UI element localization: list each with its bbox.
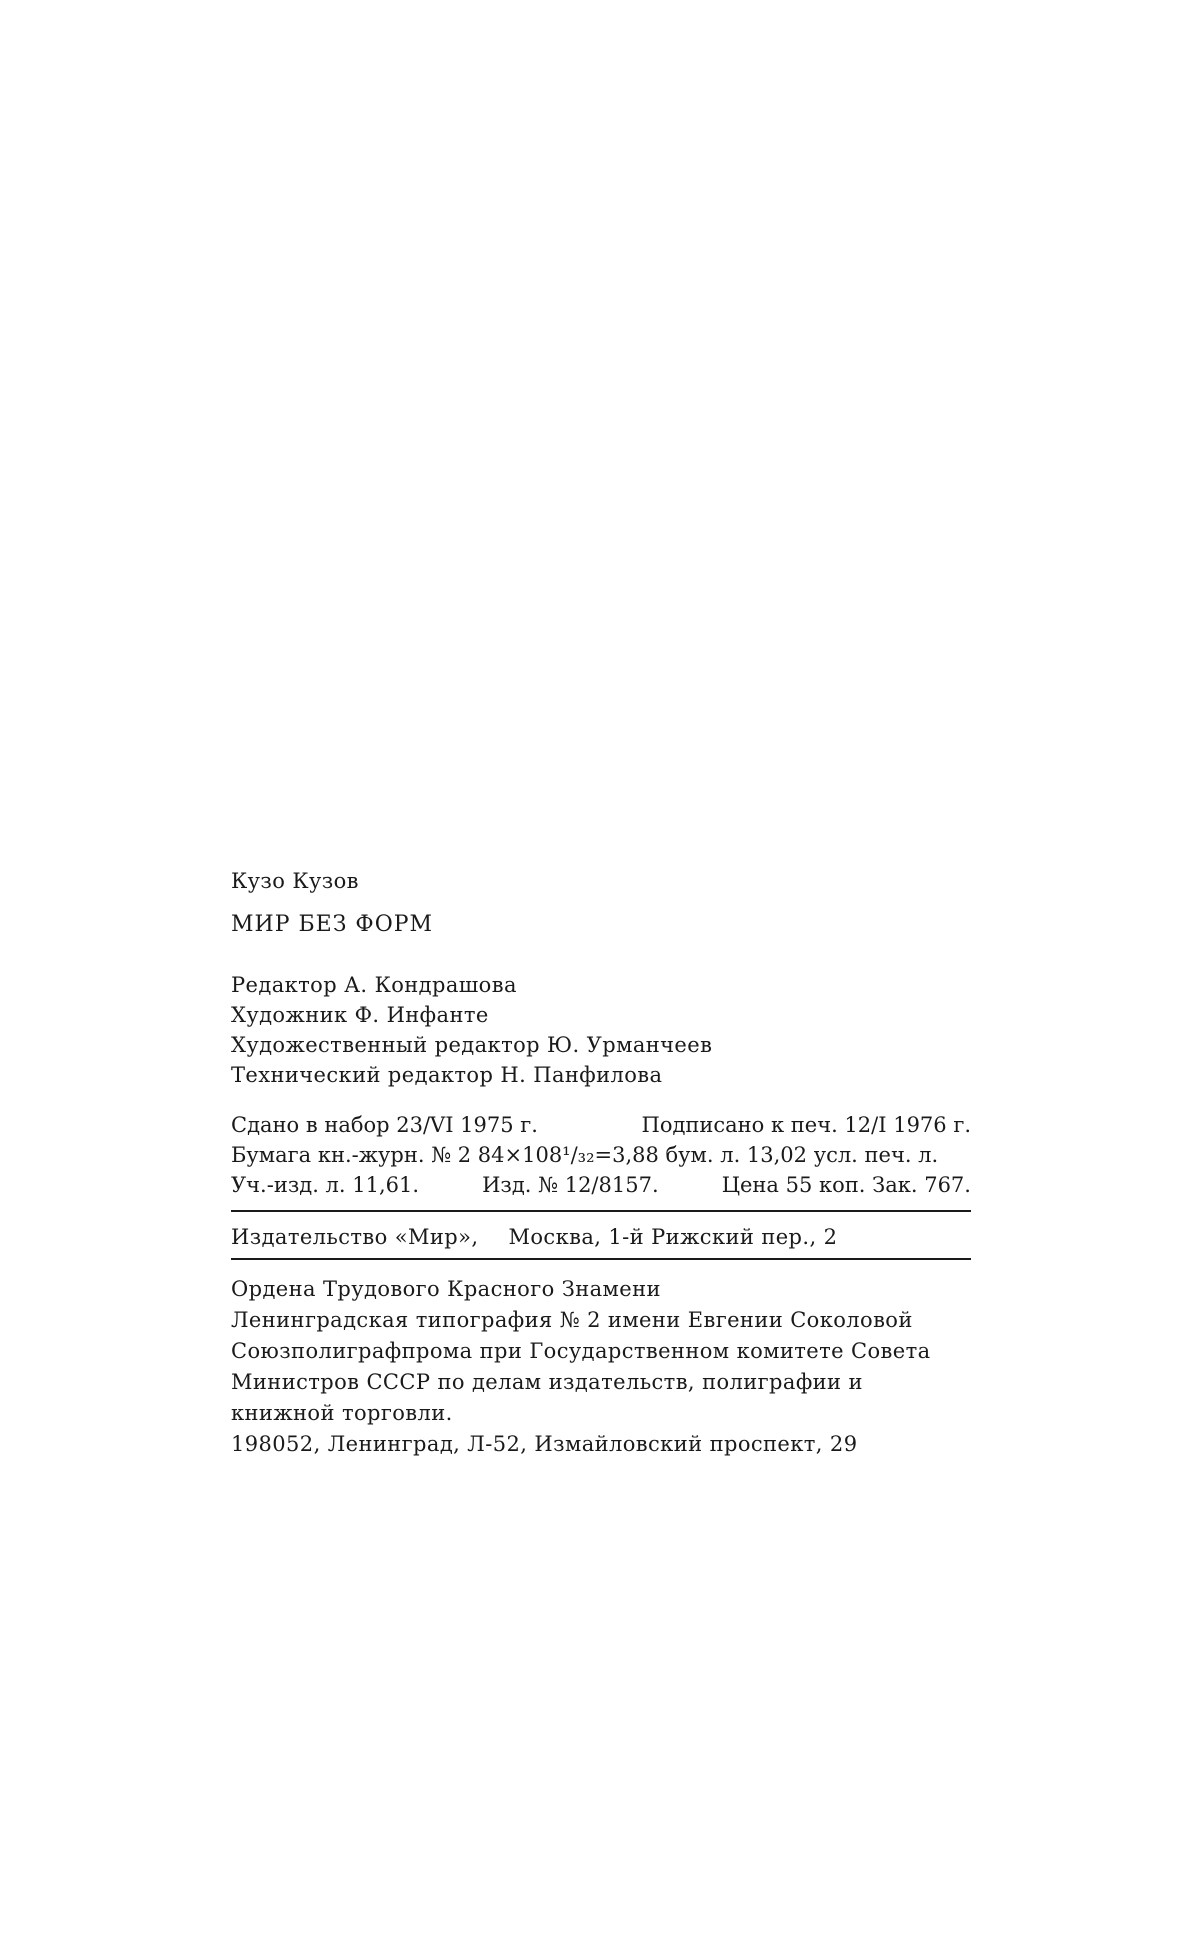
price-order: Цена 55 коп. Зак. 767. bbox=[721, 1173, 971, 1197]
credits-list bbox=[231, 970, 971, 1090]
edition-sheets: Уч.-изд. л. 11,61. bbox=[231, 1173, 420, 1197]
specs-row-paper bbox=[231, 1140, 971, 1170]
credit-artist: Художник Ф. Инфанте bbox=[231, 1003, 489, 1027]
credit-tech-editor: Технический редактор Н. Панфилова bbox=[231, 1063, 663, 1087]
specs-row-price bbox=[231, 1170, 971, 1200]
printer-line: Ордена Трудового Красного Знамени bbox=[231, 1277, 661, 1301]
paper-spec: Бумага кн.-журн. № 2 84×108¹/₃₂=3,88 бум. л. 13,02 усл. печ. л. bbox=[231, 1143, 939, 1167]
colophon bbox=[231, 866, 971, 1460]
printer-line: книжной торговли. bbox=[231, 1401, 453, 1425]
signed-date: Подписано к печ. 12/I 1976 г. bbox=[641, 1113, 971, 1137]
author-name: Кузо Кузов bbox=[231, 869, 359, 893]
publisher-name: Издательство «Мир», bbox=[231, 1225, 479, 1249]
credit-editor: Редактор А. Кондрашова bbox=[231, 973, 517, 997]
publisher-address: Москва, 1-й Рижский пер., 2 bbox=[508, 1225, 838, 1249]
printer-line: Союзполиграфпрома при Государственном комитете Совета bbox=[231, 1339, 931, 1363]
typeset-date: Сдано в набор 23/VI 1975 г. bbox=[231, 1113, 538, 1137]
print-specs bbox=[231, 1110, 971, 1200]
publisher bbox=[231, 1222, 971, 1252]
edition-number: Изд. № 12/8157. bbox=[482, 1173, 659, 1197]
printer-info bbox=[231, 1274, 971, 1460]
printer-line: Ленинградская типография № 2 имени Евгении Соколовой bbox=[231, 1308, 913, 1332]
divider-top bbox=[231, 1210, 971, 1212]
credit-art-editor: Художественный редактор Ю. Урманчеев bbox=[231, 1033, 713, 1057]
printer-line: Министров СССР по делам издательств, полиграфии и bbox=[231, 1370, 863, 1394]
specs-row-dates bbox=[231, 1110, 971, 1140]
divider-bottom bbox=[231, 1258, 971, 1260]
printer-address: 198052, Ленинград, Л-52, Измайловский проспект, 29 bbox=[231, 1432, 858, 1456]
book-title: МИР БЕЗ ФОРМ bbox=[231, 912, 434, 937]
